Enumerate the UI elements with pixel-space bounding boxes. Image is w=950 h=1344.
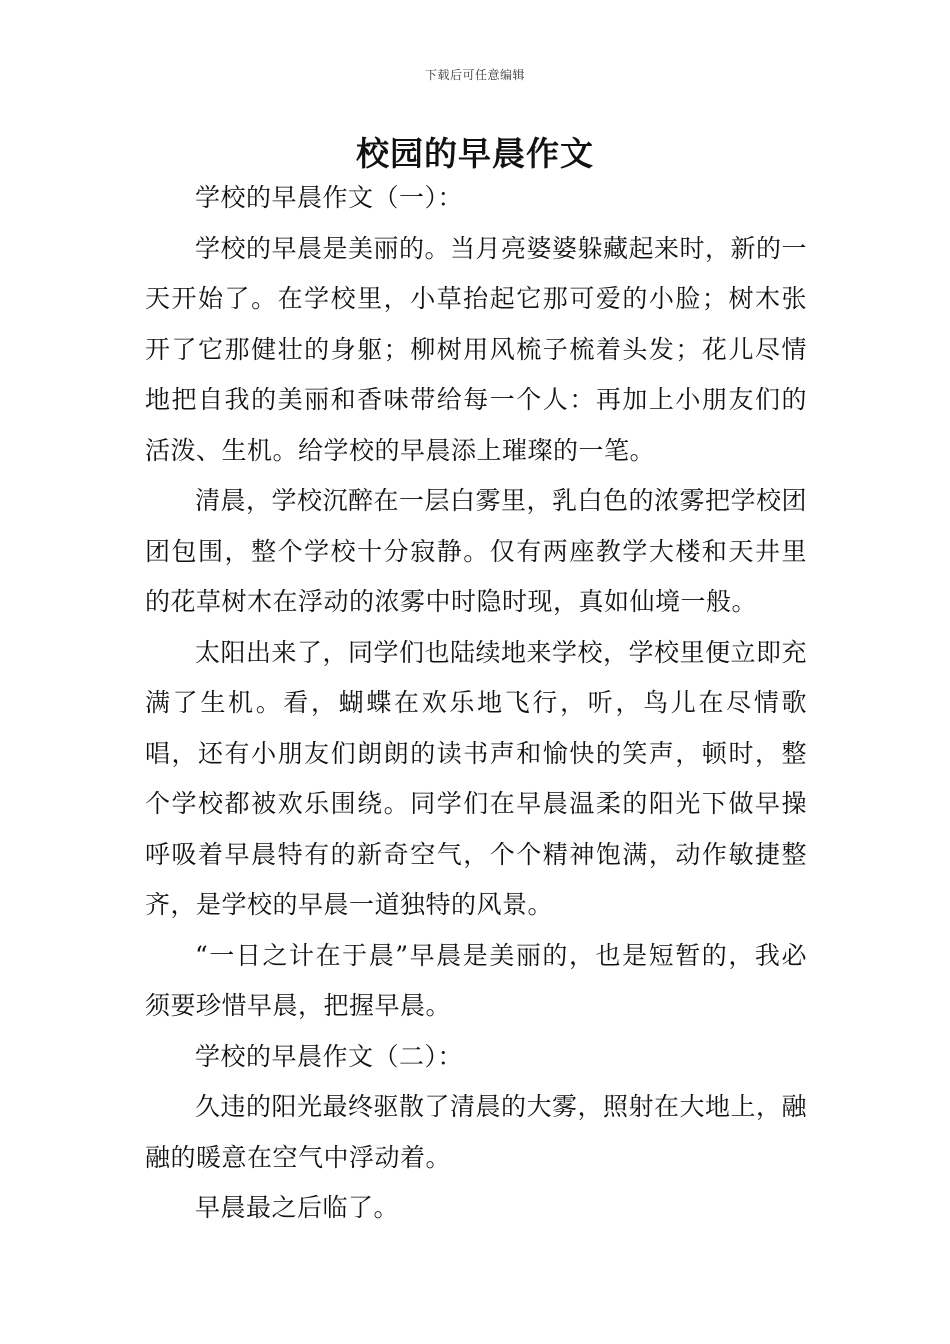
paragraph: “一日之计在于晨”早晨是美丽的，也是短暂的，我必须要珍惜早晨，把握早晨。 [145, 940, 807, 1020]
paragraph: 久违的阳光最终驱散了清晨的大雾，照射在大地上，融融的暖意在空气中浮动着。 [145, 1092, 808, 1172]
page-title: 校园的早晨作文 [356, 134, 594, 173]
paragraph: 早晨最之后临了。 [195, 1193, 400, 1222]
paragraph: 太阳出来了，同学们也陆续地来学校，学校里便立即充满了生机。看，蝴蝶在欢乐地飞行，听，鸟儿在尽情歌唱，还有小朋友们朗朗的读书声和愉快的笑声，顿时，整个学校都被欢乐围绕。同学们在早晨温柔的阳光下做早操呼吸着早晨特有的新奇空气，个个精神饱满，动作敏捷整齐，是学校的早晨一道独特的风景。 [145, 637, 808, 919]
paragraph: 清晨，学校沉醉在一层白雾里，乳白色的浓雾把学校团团包围，整个学校十分寂静。仅有两座教学大楼和天井里的花草树木在浮动的浓雾中时隐时现，真如仙境一般。 [145, 486, 808, 616]
header-note: 下载后可任意编辑 [424, 68, 525, 82]
essay-body [145, 173, 807, 1234]
section-heading-1: 学校的早晨作文（一）： [195, 183, 464, 212]
section-heading-2: 学校的早晨作文（二）： [195, 1041, 464, 1071]
paragraph: 学校的早晨是美丽的。当月亮婆婆躲藏起来时，新的一天开始了。在学校里，小草抬起它那可爱的小脸；树木张开了它那健壮的身躯；柳树用风梳子梳着头发；花儿尽情地把自我的美丽和香味带给每一个人：再加上小朋友们的活泼、生机。给学校的早晨添上璀璨的一笔。 [145, 233, 808, 465]
